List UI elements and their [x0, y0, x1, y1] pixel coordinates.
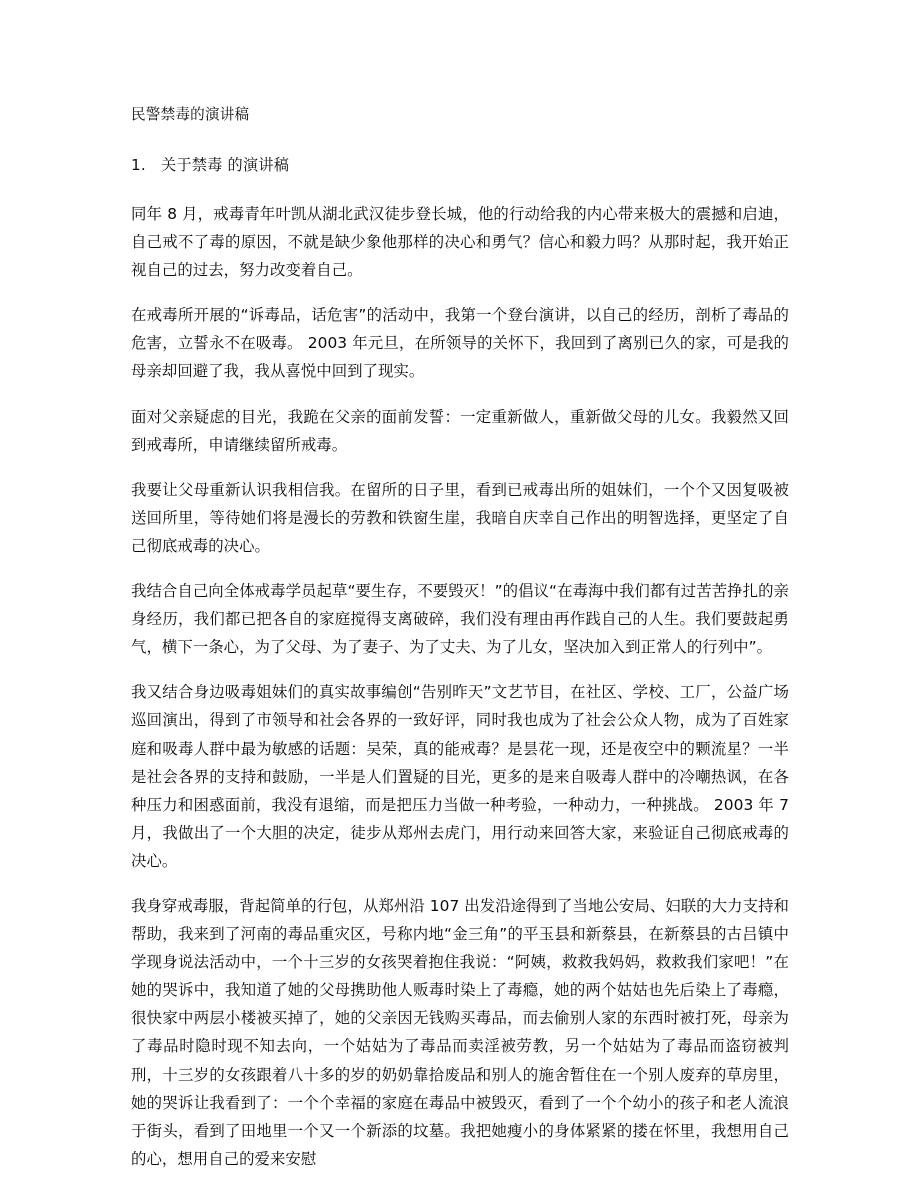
body-paragraph: 面对父亲疑虑的目光，我跪在父亲的面前发誓：一定重新做人，重新做父母的儿女。我毅然又回到戒毒所，申请继续留所戒毒。 [131, 407, 789, 454]
body-paragraph: 我身穿戒毒服，背起简单的行包，从郑州沿 107 出发沿途得到了当地公安局、妇联的大力支持和帮助，我来到了河南的毒品重灾区，号称内地“金三角”的平玉县和新蔡县，在新蔡县的古吕镇中学现身说法活动中，一个十三岁的女孩哭着抱住我说：“阿姨，救救我妈妈，救救我们家吧！”在她的哭诉中，我知道了她的父母携助他人贩毒时染上了毒瘾，她的两个姑姑也先后染上了毒瘾，很快家中两层小楼被买掉了，她的父亲因无钱购买毒品，而去偷别人家的东西时被打死，母亲为了毒品时隐时现不知去向，一个姑姑为了毒品而卖淫被劳教，另一个姑姑为了毒品而盗窃被判刑，十三岁的女孩跟着八十多的岁的奶奶靠拾废品和别人的施舍暂住在一个别人废弃的草房里，她的哭诉让我看到了：一个个幸福的家庭在毒品中被毁灭，看到了一个个幼小的孩子和老人流浪于街头，看到了田地里一个又一个新添的坟墓。我把她瘦小的身体紧紧的搂在怀里，我想用自己的心，想用自己的爱来安慰 [131, 896, 789, 1168]
body-paragraph: 我要让父母重新认识我相信我。在留所的日子里，看到已戒毒出所的姐妹们，一个个又因复吸被送回所里，等待她们将是漫长的劳教和铁窗生崖，我暗自庆幸自己作出的明智选择，更坚定了自己彻底戒毒的决心。 [131, 480, 789, 555]
document-title: 民警禁毒的演讲稿 [131, 106, 250, 123]
document-content [131, 101, 789, 1173]
body-paragraph: 我结合自己向全体戒毒学员起草“要生存，不要毁灭！”的倡议“在毒海中我们都有过苦苦挣扎的亲身经历，我们都已把各自的家庭搅得支离破碎，我们没有理由再作践自己的人生。我们要鼓起勇气，横下一条心，为了父母、为了妻子、为了丈夫、为了儿女，坚决加入到正常人的行列中”。 [131, 582, 789, 657]
body-paragraph: 在戒毒所开展的“诉毒品，话危害”的活动中，我第一个登台演讲，以自己的经历，剖析了毒品的危害，立誓永不在吸毒。 2003 年元旦，在所领导的关怀下，我回到了离别已久的家，可是我的母亲却回避了我，我从喜悦中回到了现实。 [131, 306, 789, 381]
body-paragraph: 同年 8 月，戒毒青年叶凯从湖北武汉徒步登长城，他的行动给我的内心带来极大的震撼和启迪，自己戒不了毒的原因，不就是缺少象他那样的决心和勇气？信心和毅力吗？从那时起，我开始正视自己的过去，努力改变着自己。 [131, 205, 789, 280]
section-heading: 1. 关于禁毒 的演讲稿 [131, 155, 290, 174]
body-paragraph: 我又结合身边吸毒姐妹们的真实故事编创“告别昨天”文艺节目，在社区、学校、工厂，公益广场巡回演出，得到了市领导和社会各界的一致好评，同时我也成为了社会公众人物，成为了百姓家庭和吸毒人群中最为敏感的话题：吴荣，真的能戒毒？是昙花一现，还是夜空中的颗流星？一半是社会各界的支持和鼓励，一半是人们置疑的目光，更多的是来自吸毒人群中的冷嘲热讽，在各种压力和困惑面前，我没有退缩，而是把压力当做一种考验，一种动力，一种挑战。 2003 年 7 月，我做出了一个大胆的决定，徒步从郑州去虎门，用行动来回答大家，来验证自己彻底戒毒的决心。 [131, 683, 789, 870]
